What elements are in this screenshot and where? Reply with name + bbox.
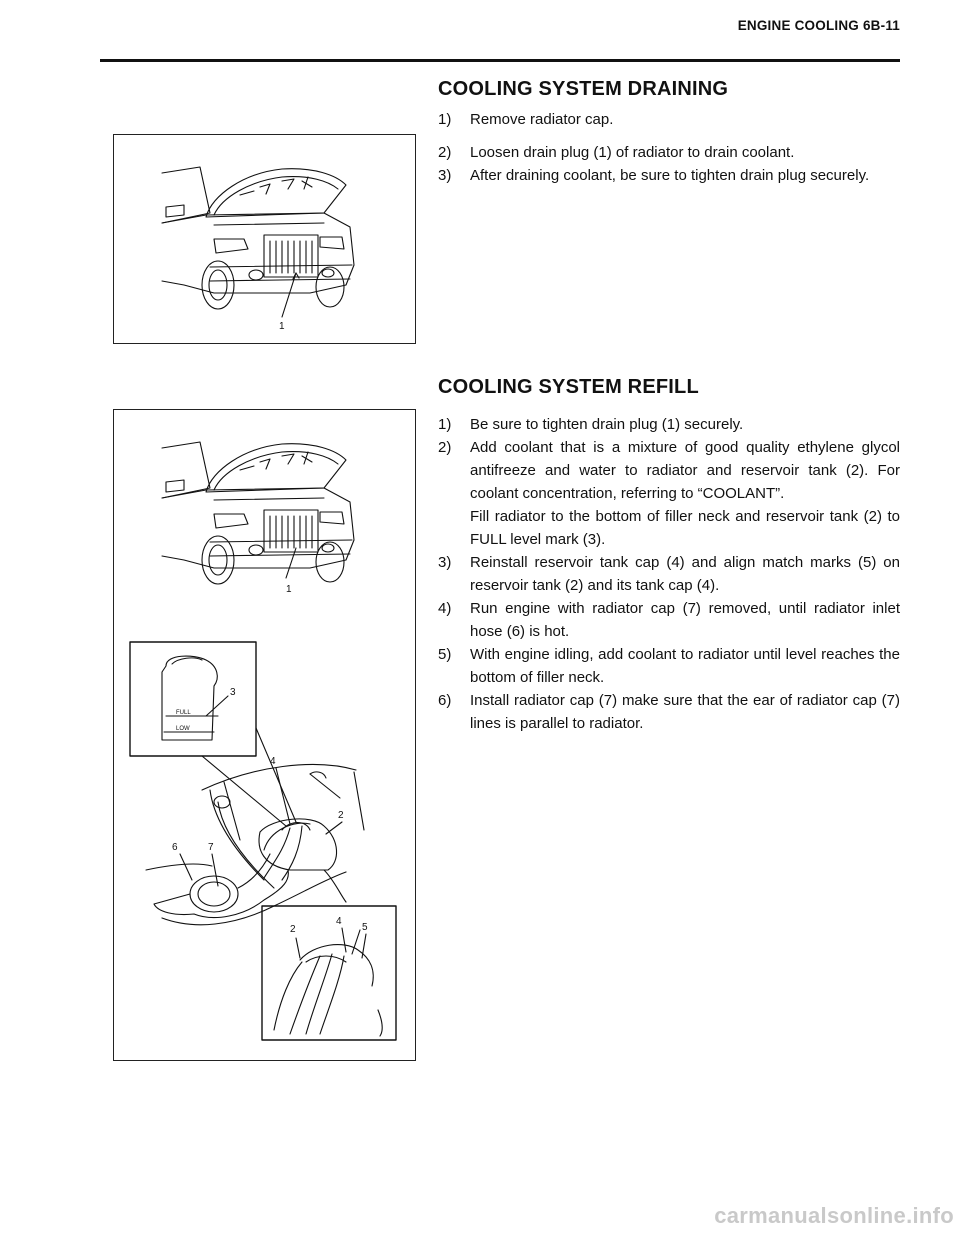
step-text: Run engine with radiator cap (7) removed, until radiator inlet hose (6) is hot. xyxy=(470,600,900,640)
vehicle-front-illustration xyxy=(114,135,415,343)
header-rule xyxy=(100,59,900,62)
list-item xyxy=(438,689,900,735)
callout-2-inset: 2 xyxy=(290,924,296,935)
callout-2: 2 xyxy=(338,810,344,821)
list-item xyxy=(438,413,900,436)
page-header-title: ENGINE COOLING 6B-11 xyxy=(737,18,900,33)
step-number: 3) xyxy=(438,554,452,571)
draining-steps xyxy=(438,108,900,187)
callout-4-inset: 4 xyxy=(336,916,342,927)
label-full: FULL xyxy=(176,710,191,716)
list-item xyxy=(438,643,900,689)
list-item xyxy=(438,141,900,164)
list-item xyxy=(438,597,900,643)
callout-1: 1 xyxy=(279,321,285,332)
list-item xyxy=(438,551,900,597)
refill-steps xyxy=(438,413,900,735)
watermark: carmanualsonline.info xyxy=(714,1203,954,1228)
page-header xyxy=(100,12,900,34)
step-number: 1) xyxy=(438,111,452,128)
step-text-continued: Fill radiator to the bottom of filler neck and reservoir tank (2) to FULL level mark (3). xyxy=(470,508,900,548)
list-item xyxy=(438,436,900,551)
step-number: 2) xyxy=(438,439,452,456)
callout-4: 4 xyxy=(270,756,276,767)
section-title-draining: COOLING SYSTEM DRAINING xyxy=(438,78,729,100)
step-text: Remove radiator cap. xyxy=(470,111,614,128)
step-number: 4) xyxy=(438,600,452,617)
section-title-refill: COOLING SYSTEM REFILL xyxy=(438,376,699,398)
list-item xyxy=(438,164,900,187)
step-text: Loosen drain plug (1) of radiator to drain coolant. xyxy=(470,144,795,161)
callout-6: 6 xyxy=(172,842,178,853)
list-item xyxy=(438,108,900,131)
step-text: With engine idling, add coolant to radiator until level reaches the bottom of filler neck. xyxy=(470,646,900,686)
figure-coolant-refill xyxy=(113,409,416,1061)
callout-3: 3 xyxy=(230,687,236,698)
step-number: 2) xyxy=(438,144,452,161)
step-text: Reinstall reservoir tank cap (4) and align match marks (5) on reservoir tank (2) and its tank cap (4). xyxy=(470,554,900,594)
figure-radiator-drain xyxy=(113,134,416,344)
step-number: 6) xyxy=(438,692,452,709)
step-number: 5) xyxy=(438,646,452,663)
step-text: Install radiator cap (7) make sure that the ear of radiator cap (7) lines is parallel to radiator. xyxy=(470,692,900,732)
step-text: Add coolant that is a mixture of good quality ethylene glycol antifreeze and water to radiator and reservoir tank (2). For coolant concentration, referring to “COOLANT”. xyxy=(470,439,900,502)
callout-1: 1 xyxy=(286,584,292,595)
step-number: 1) xyxy=(438,416,452,433)
step-text: Be sure to tighten drain plug (1) securely. xyxy=(470,416,744,433)
callout-5: 5 xyxy=(362,922,368,933)
label-low: LOW xyxy=(176,726,190,732)
refill-illustration xyxy=(114,410,415,1060)
step-text: After draining coolant, be sure to tighten drain plug securely. xyxy=(470,167,870,184)
step-number: 3) xyxy=(438,167,452,184)
callout-7: 7 xyxy=(208,842,214,853)
